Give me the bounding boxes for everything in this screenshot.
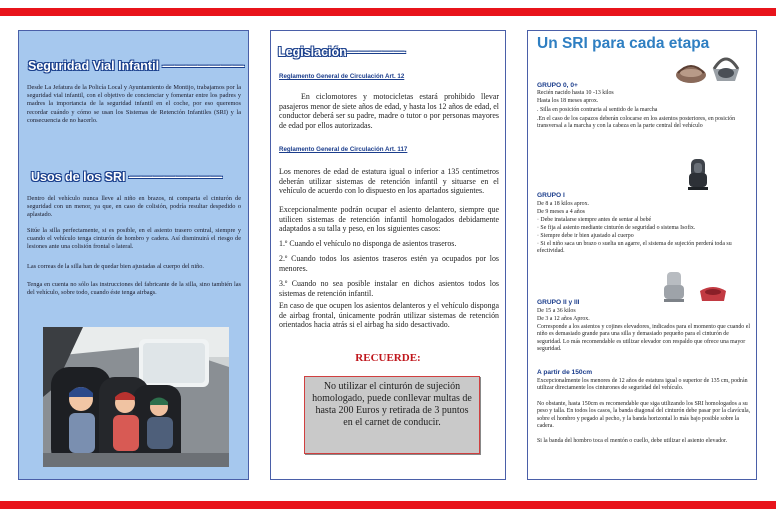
group-1-line-6: · Si el niño saca un brazo o suelta un agarre, el sistema de sujeción perderá toda su efectividad. [537,241,732,255]
sri-title: Un SRI para cada etapa [537,35,710,52]
art-12-paragraph: En ciclomotores y motocicletas estará prohibido llevar pasajeros menor de siete años de edad, y hasta los 12 años de edad, el conductor deberá ser su padre, madre o tutor o por personas mayores de edad por ellos autorizadas. [279,92,499,130]
group-2-line-2: De 3 a 12 años Aprox. [537,316,590,322]
top-red-stripe [0,8,776,16]
art-117-item-1: 1.º Cuando el vehículo no disponga de asientos traseros. [279,239,457,248]
group-1-line-3: · Debe instalarse siempre antes de sentar al bebé [537,217,652,223]
infant-carrier-icon [710,53,742,85]
heading-legislacion: Legislación————— [278,45,405,59]
usos-paragraph-3: Las correas de la silla han de quedar bien ajustadas al cuerpo del niño. [27,263,204,270]
group-2-line-3: Corresponde a los asientos y cojines elevadores, indicados para el momento que cuando el niño es demasiado grande para una silla y demasiado pequeño para el cinturón de seguridad. Lo más recomendable es utilizar elevador con respaldo que ofrece una mayor seguridad. [537,324,750,353]
group-1-line-2: De 9 meses a 4 años [537,209,585,215]
high-back-booster-icon [661,271,687,303]
group-0-title: GRUPO 0, 0+ [537,82,578,89]
art-117-paragraph-airbag: En caso de que ocupen los asientos delanteros y el vehículo disponga de airbag frontal, únicamente podrán utilizar sistemas de retención orientados hacia atrás si el airbag ha sido desactivado. [279,301,499,330]
usos-paragraph-4: Tenga en cuenta no sólo las instrucciones del fabricante de la silla, sino también las del vehículo, sobre todo, cuando éste tenga airbags. [27,281,241,297]
art-117-paragraph-1: Los menores de edad de estatura igual o inferior a 135 centímetros deberán utilizar sistemas de retención infantil y situarse en el vehículo de acuerdo con lo dispuesto en los apartados siguientes. [279,167,499,196]
usos-paragraph-2: Sitúe la silla perfectamente, si es posible, en el asiento trasero central, siempre y cuando el vehículo tenga cinturón de hombro y cadera. Así disminuirá el riesgo de lesiones ante una colisión frontal o lateral. [27,227,241,251]
art-117-item-2: 2.º Cuando todos los asientos traseros estén ya ocupados por los menores. [279,254,499,273]
car-child-seats-photo [43,327,229,467]
subheading-art-117: Reglamento General de Circulación Art. 117 [279,146,408,153]
bottom-red-stripe [0,501,776,509]
fine-warning-box: No utilizar el cinturón de sujeción homologado, puede conllevar multas de hasta 200 Euros y retirada de 3 puntos en el carnet de conducir. [304,376,480,454]
booster-cushion-icon [698,283,728,303]
group-1-line-5: · Siempre debe ir bien ajustado al cuerpo [537,233,634,239]
panel-legislacion [270,30,506,480]
carrycot-icon [674,57,708,85]
group-1-line-1: De 8 a 18 kilos aprox. [537,201,590,207]
group-1-line-4: · Se fija al asiento mediante cinturón de seguridad o sistema Isofix. [537,225,696,231]
group-1-title: GRUPO I [537,192,565,199]
group-0-line-3: . Silla en posición contraria al sentido de la marcha [537,107,658,113]
panel-seguridad-vial [18,30,249,480]
heading-usos-sri: Usos de los SRI ———————— [31,170,221,184]
group-2-title: GRUPO II y III [537,299,580,306]
subheading-art-12: Reglamento General de Circulación Art. 12 [279,73,405,80]
usos-paragraph-1: Dentro del vehículo nunca lleve al niño en brazos, ni comparta el cinturón de seguridad con un menor, ya que, en caso de colisión, podría resultar despedido o aplastado. [27,195,241,219]
intro-paragraph: Desde La Jefatura de la Policía Local y Ayuntamiento de Montijo, trabajamos por la seguridad vial infantil, con el objetivo de concienciar y fomentar entre los padres y madres la importancia de la seguridad infantil en el coche, por eso queremos recordar cuándo y cómo se usan los Sistemas de Retención Infantiles (SRI) y la consecuencia de no hacerlo. [27,84,241,124]
group-3-title: A partir de 150cm [537,369,593,376]
art-117-item-3: 3.º Cuando no sea posible instalar en dichos asientos todos los sistemas de retención infantil. [279,279,499,298]
group-0-line-2: Hasta los 18 meses aprox. [537,98,599,104]
panel-sri-etapas [527,30,757,480]
recuerde-label: RECUERDE: [355,352,421,364]
group-3-line-3: Si la banda del hombro toca el mentón o cuello, debe utilizar el asiento elevador. [537,438,728,444]
group-0-line-1: Recién nacido hasta 10 -13 kilos [537,90,614,96]
group-2-line-1: De 15 a 36 kilos [537,308,576,314]
group-3-line-2: No obstante, hasta 150cm es recomendable que siga utilizando los SRI homologados a su peso y talla. En todos los casos, la banda diagonal del cinturón debe pasar por la clavícula, sobre el hombro y pegado al pecho, y la banda horizontal lo más bajo posible sobre la cadera. [537,401,751,430]
forward-seat-icon [685,157,711,191]
group-0-line-4: .En el caso de los capazos deberán colocarse en los asientos posteriores, en posición transversal a la marcha y con la cabeza en la parte central del vehículo [537,116,736,130]
group-3-line-1: Excepcionalmente los menores de 12 años de estatura igual o superior de 135 cm, podrán utilizar directamente los cinturones de seguridad del vehículo. [537,378,748,392]
heading-seguridad-vial: Seguridad Vial Infantil ——————— [28,59,244,73]
art-117-paragraph-2: Excepcionalmente podrán ocupar el asiento delantero, siempre que utilicen sistemas de retención infantil homologados debidamente adaptados a su talla y peso, en los siguientes casos: [279,205,499,234]
